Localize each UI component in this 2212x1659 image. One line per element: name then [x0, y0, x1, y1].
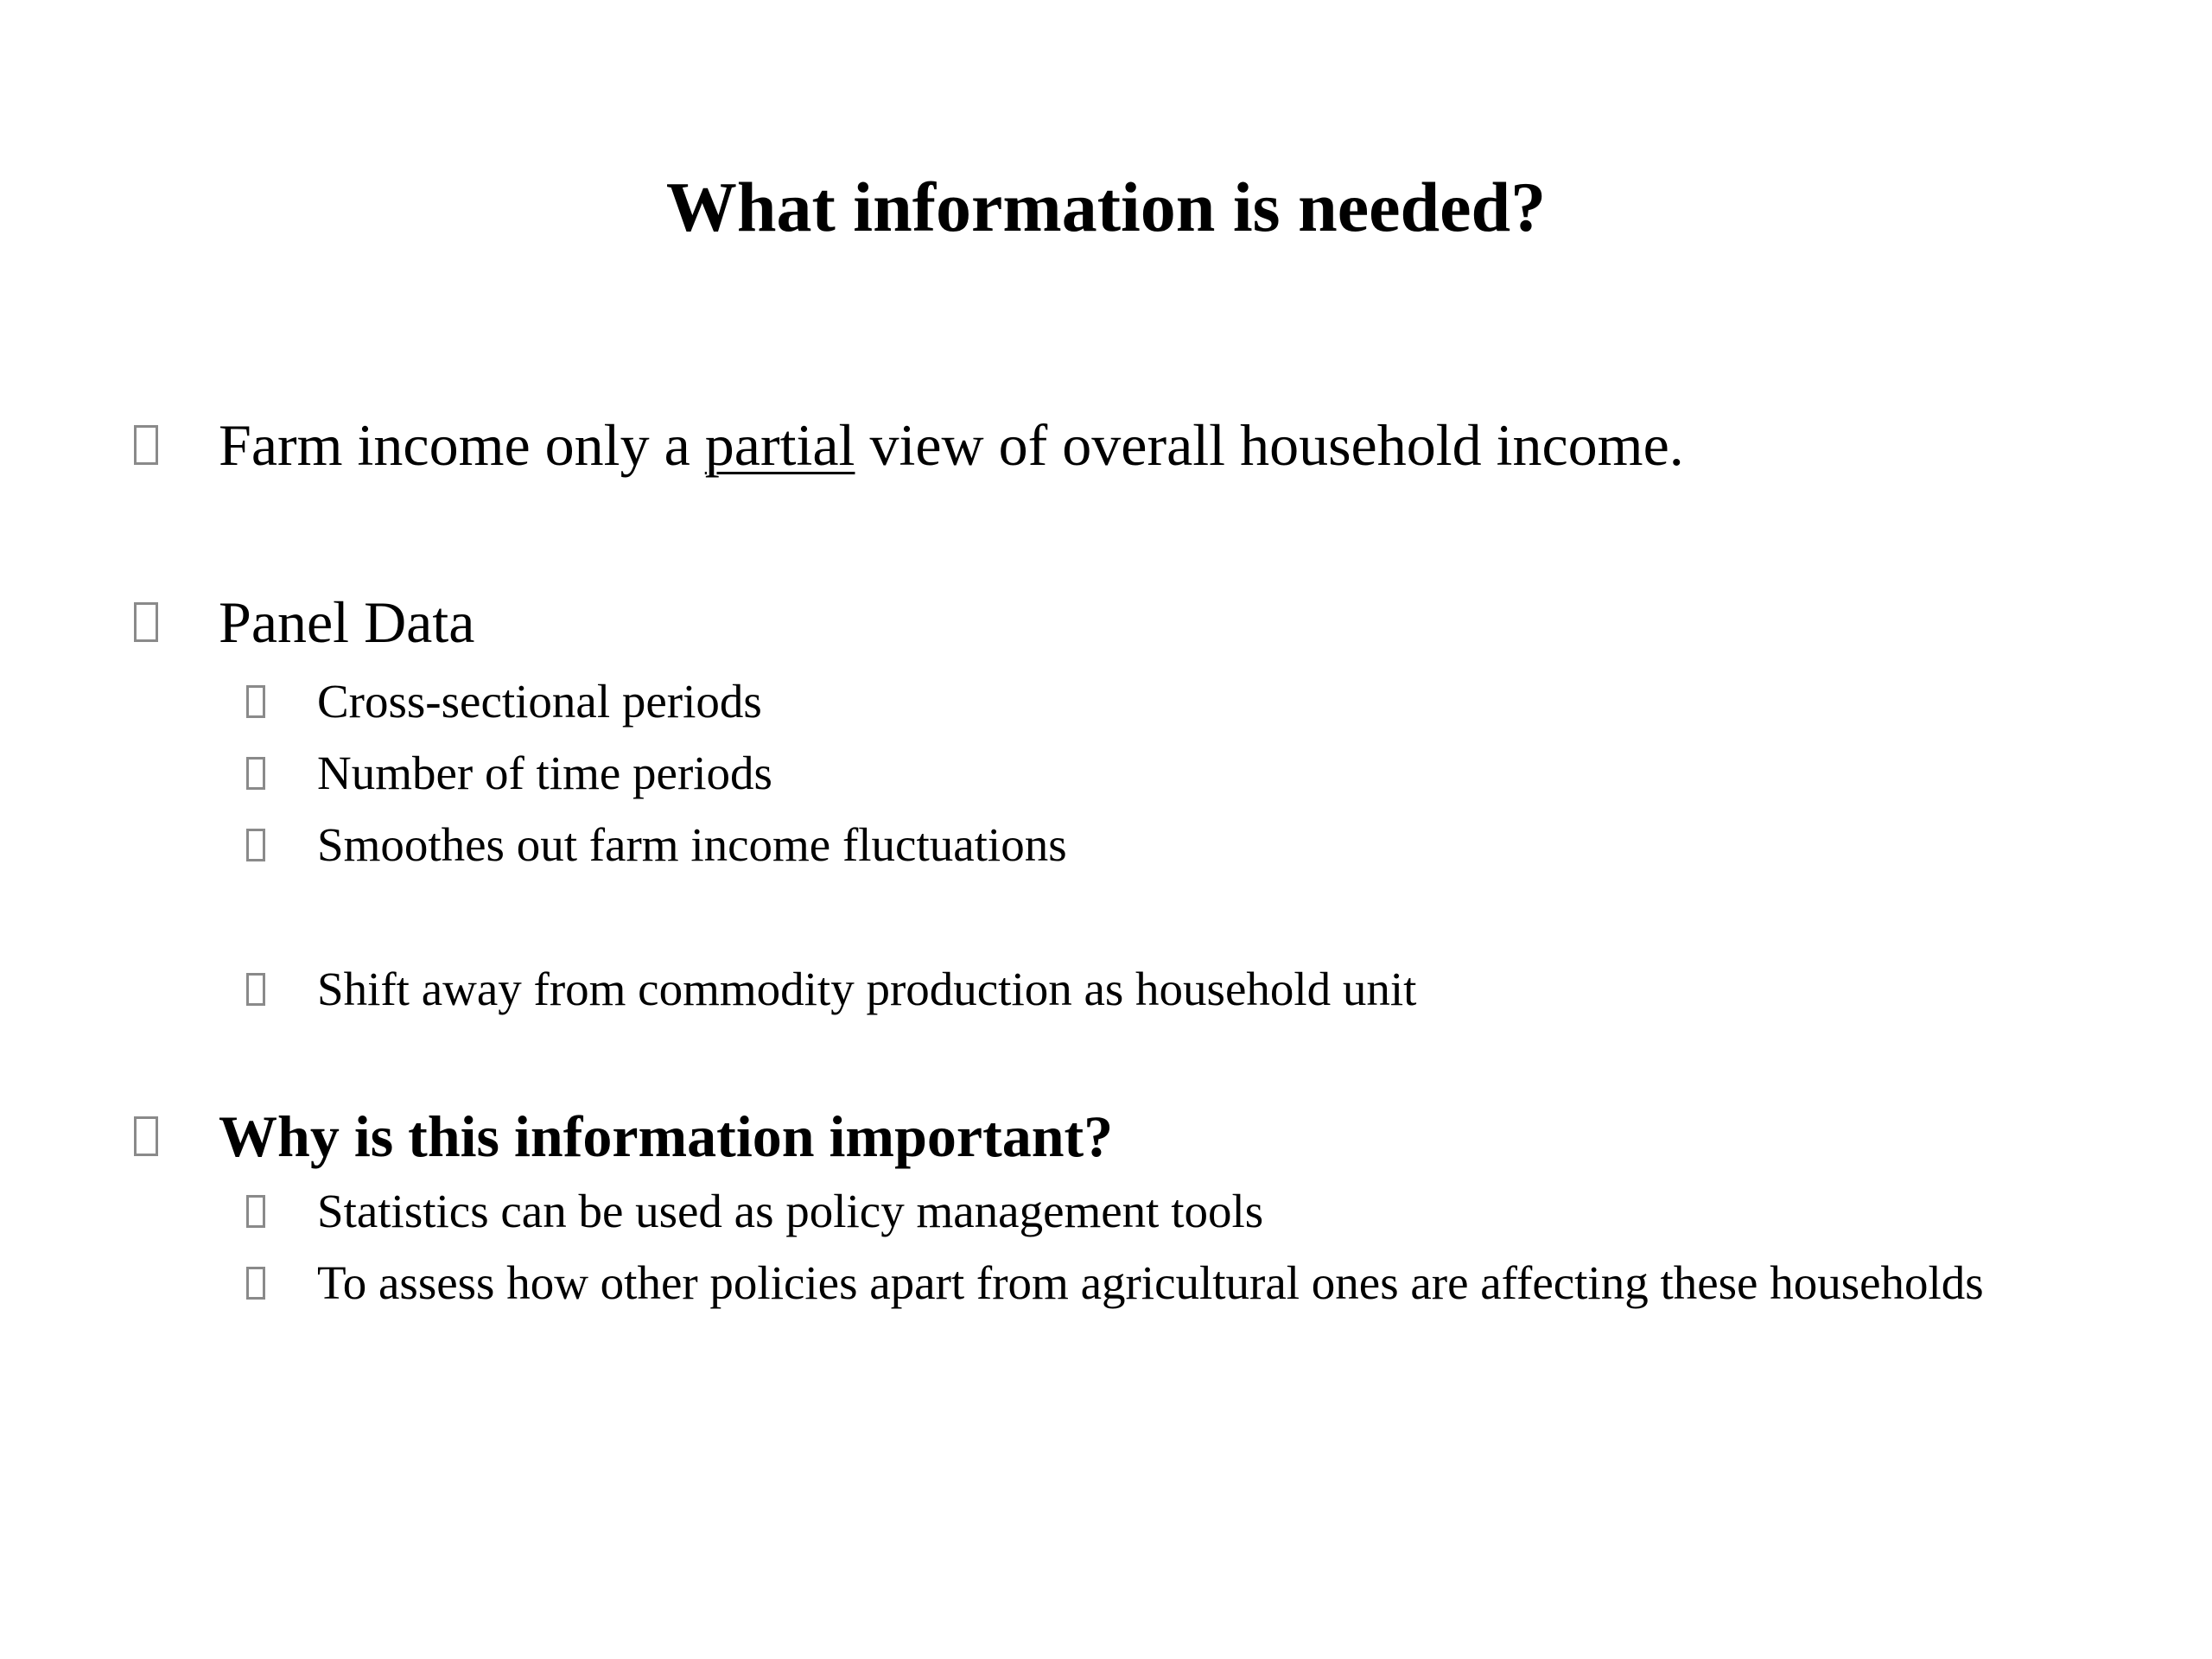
bullet-text [219, 406, 1684, 484]
bullet-box-icon [246, 685, 265, 718]
bullet-item-farm-income [134, 406, 1684, 484]
bullet-box-icon [134, 425, 158, 465]
slide-title: What information is needed? [665, 168, 1547, 246]
sub-bullet-item [246, 667, 762, 736]
bullet-text: Why is this information important? [219, 1103, 1114, 1169]
sub-bullet-text: To assess how other policies apart from agricultural ones are affecting these households [317, 1256, 1984, 1309]
sub-bullet-item [246, 1177, 1263, 1246]
underlined-word: partial [704, 412, 855, 478]
sub-bullet-text: Smoothes out farm income fluctuations [317, 818, 1067, 871]
sub-bullet-item [246, 1249, 1984, 1318]
text-before: Farm income only a [219, 412, 705, 478]
bullet-box-icon [246, 1267, 265, 1300]
sub-bullet-text: Shift away from commodity production as household unit [317, 963, 1417, 1015]
sub-bullet-text: Number of time periods [317, 747, 772, 799]
sub-bullet-item [246, 810, 1067, 880]
bullet-item-why-important [134, 1097, 1113, 1175]
bullet-item-panel-data [134, 583, 474, 661]
bullet-box-icon [246, 829, 265, 861]
sub-bullet-item [246, 739, 772, 808]
bullet-text: Panel Data [219, 589, 475, 655]
bullet-box-icon [134, 602, 158, 642]
bullet-box-icon [246, 1195, 265, 1228]
sub-bullet-text: Cross-sectional periods [317, 675, 762, 728]
sub-bullet-text: Statistics can be used as policy management tools [317, 1185, 1264, 1237]
text-after: view of overall household income. [855, 412, 1684, 478]
sub-bullet-item [246, 955, 1416, 1024]
bullet-box-icon [134, 1116, 158, 1156]
bullet-box-icon [246, 973, 265, 1006]
bullet-box-icon [246, 757, 265, 790]
